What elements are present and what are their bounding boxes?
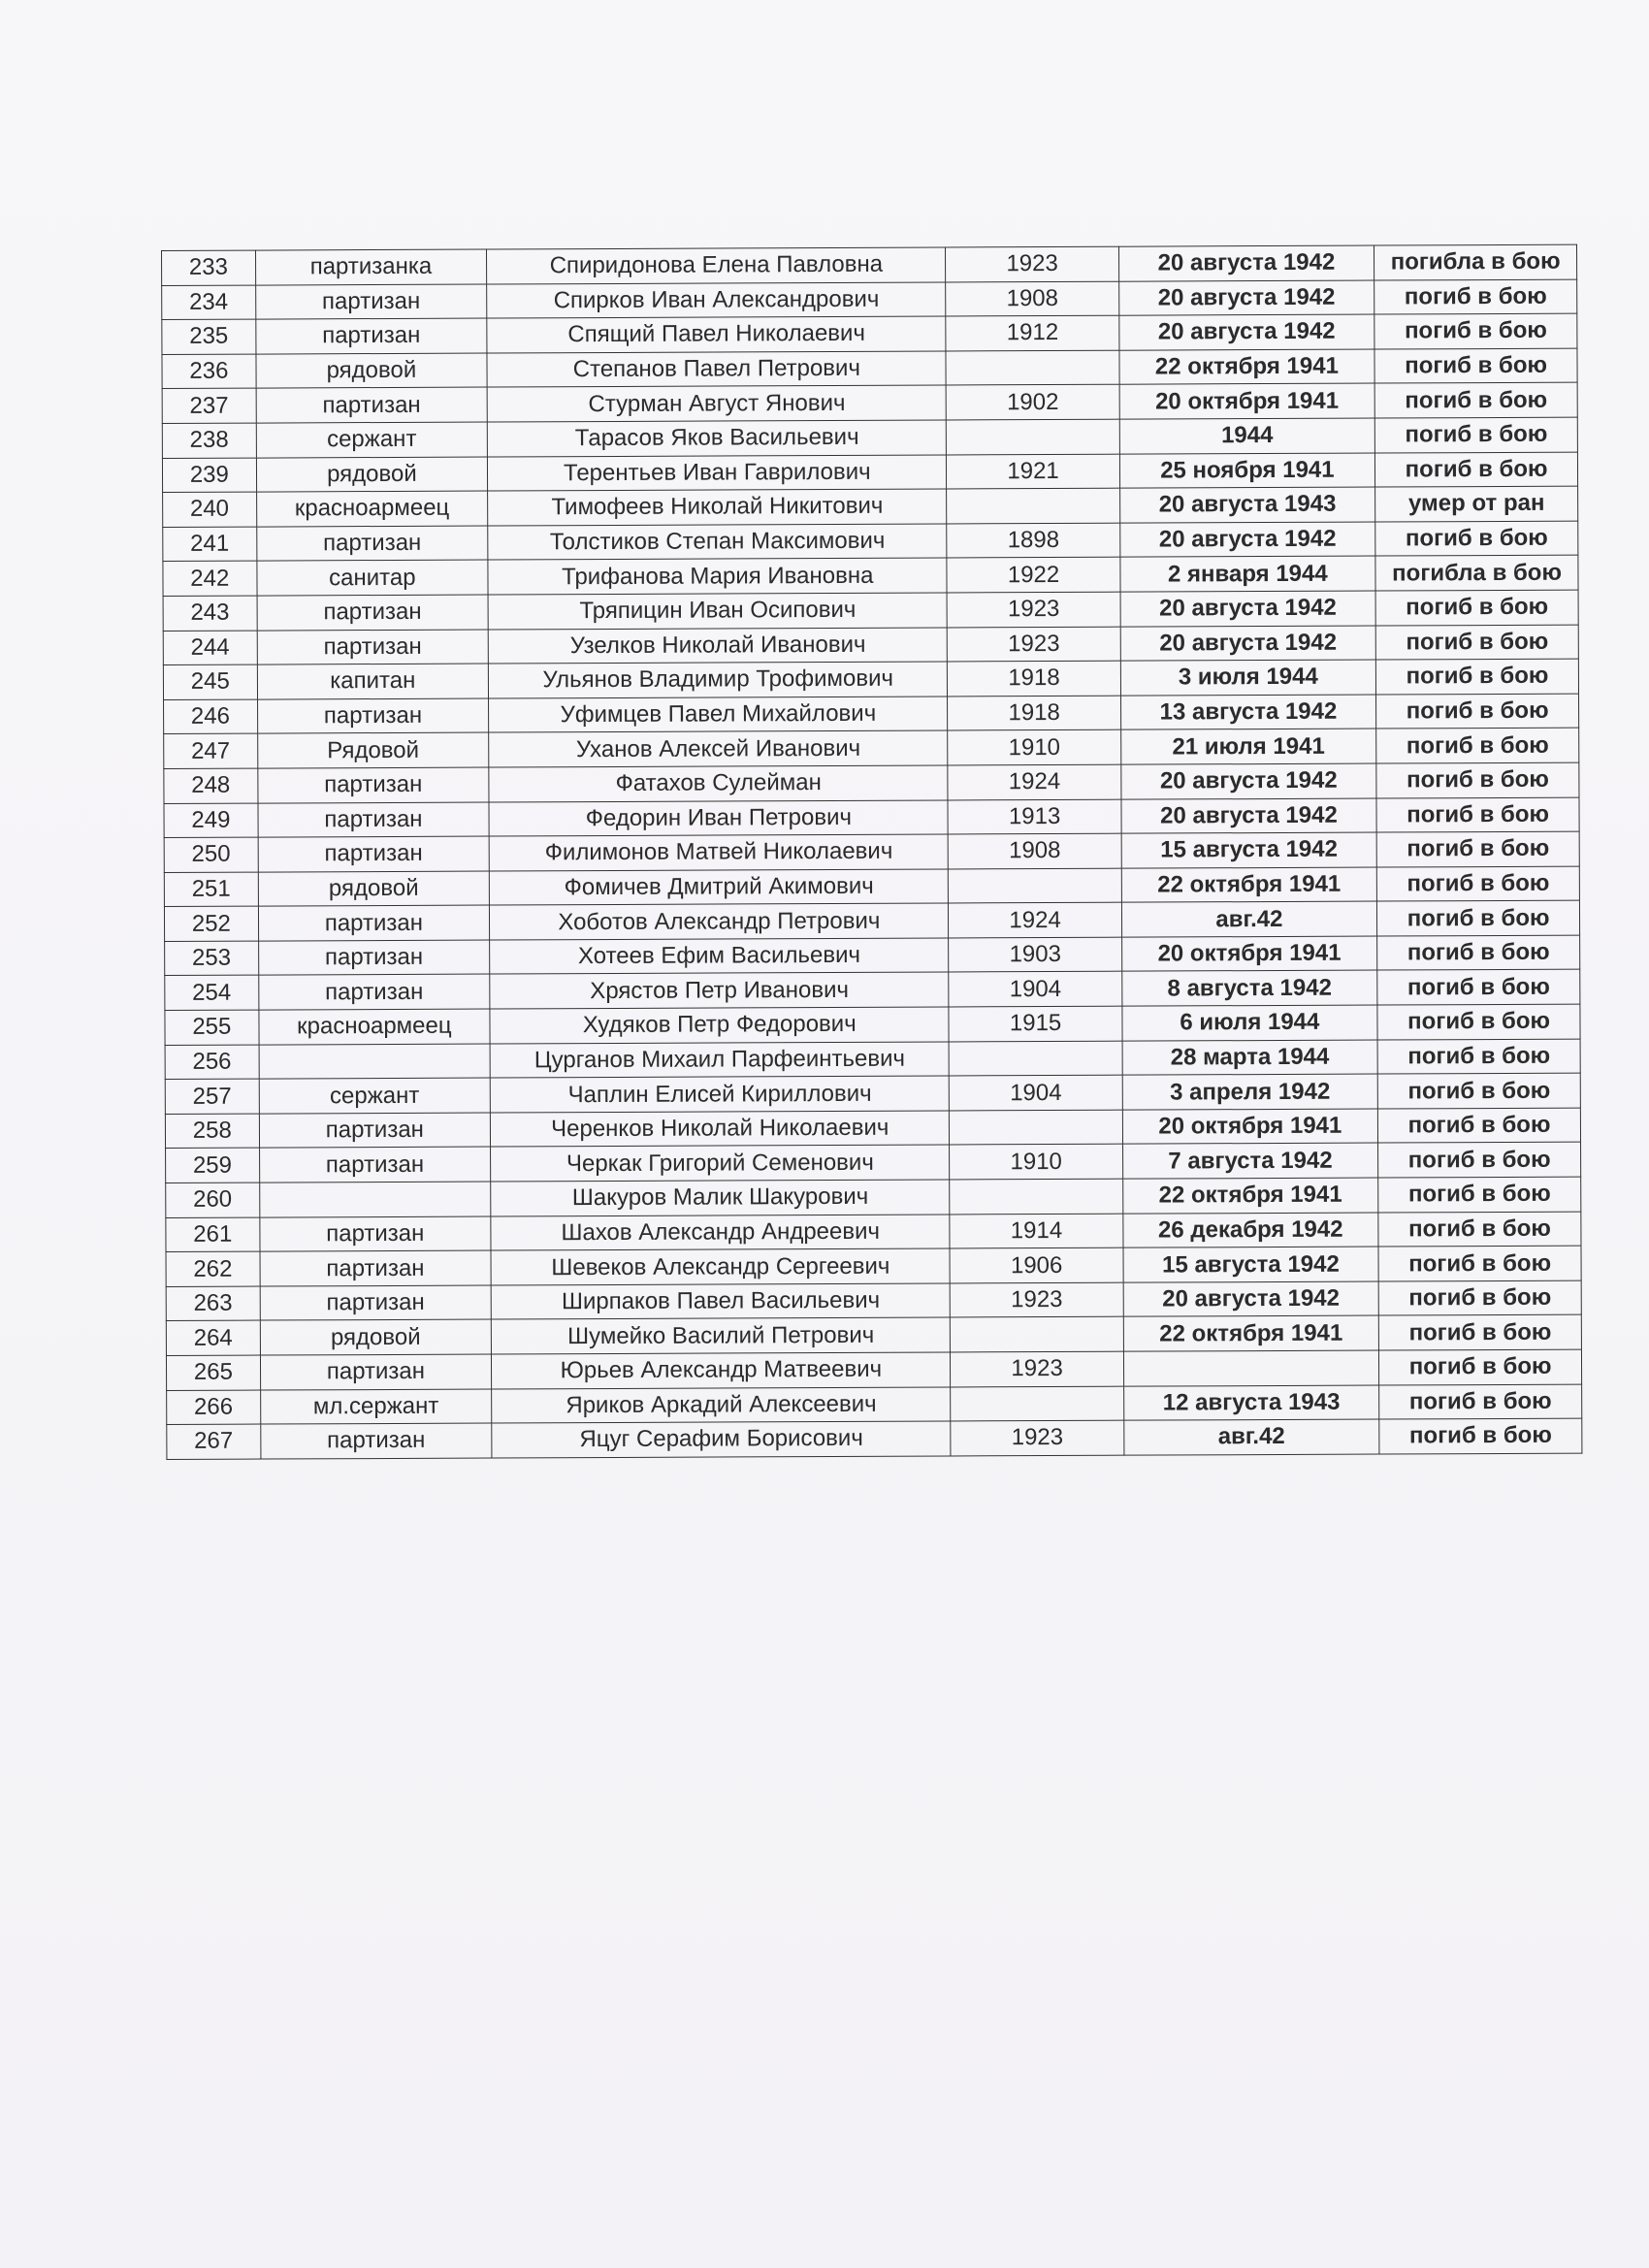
death-date-cell: 20 августа 1942 <box>1118 314 1374 350</box>
row-number: 251 <box>164 872 258 907</box>
death-date-cell: 20 августа 1942 <box>1121 798 1377 834</box>
name-cell: Спирков Иван Александрович <box>487 282 947 319</box>
birth-year-cell: 1921 <box>947 454 1119 489</box>
birth-year-cell <box>947 488 1119 523</box>
row-number: 246 <box>164 699 258 734</box>
fate-cell: погиб в бою <box>1376 797 1579 833</box>
name-cell: Шахов Александр Андреевич <box>491 1215 951 1251</box>
rank-cell: рядовой <box>258 871 490 907</box>
row-number: 253 <box>165 941 259 976</box>
fate-cell: погиб в бою <box>1379 1349 1582 1385</box>
row-number: 249 <box>164 803 258 838</box>
birth-year-cell <box>947 419 1119 454</box>
fate-cell: погиб в бою <box>1377 1039 1580 1075</box>
birth-year-cell <box>950 1179 1122 1214</box>
rank-cell: партизан <box>258 974 490 1010</box>
death-date-cell: 22 октября 1941 <box>1121 867 1377 903</box>
fate-cell: погиб в бою <box>1377 1004 1580 1040</box>
rank-cell: партизан <box>255 318 487 354</box>
row-number: 257 <box>165 1079 259 1114</box>
fate-cell: погиб в бою <box>1375 659 1578 695</box>
death-date-cell: 12 августа 1943 <box>1123 1385 1379 1421</box>
row-number: 254 <box>165 976 259 1011</box>
rank-cell: партизан <box>260 1423 492 1459</box>
birth-year-cell: 1918 <box>948 661 1120 696</box>
name-cell: Ульянов Владимир Трофимович <box>488 662 948 698</box>
birth-year-cell <box>951 1317 1123 1352</box>
fate-cell: погиб в бою <box>1379 1418 1582 1454</box>
row-number: 261 <box>166 1217 260 1252</box>
death-date-cell: авг.42 <box>1123 1419 1379 1455</box>
birth-year-cell <box>950 1110 1122 1145</box>
birth-year-cell: 1910 <box>950 1145 1122 1180</box>
rank-cell: партизан <box>257 630 489 665</box>
row-number: 245 <box>163 664 257 699</box>
name-cell: Черенков Николай Николаевич <box>490 1111 950 1148</box>
row-number: 248 <box>164 768 258 803</box>
death-date-cell: 3 июля 1944 <box>1120 660 1376 696</box>
rank-cell: партизан <box>256 526 488 562</box>
birth-year-cell <box>951 1386 1123 1421</box>
birth-year-cell: 1918 <box>948 696 1120 730</box>
row-number: 259 <box>166 1149 260 1183</box>
rank-cell: сержант <box>256 422 488 458</box>
rank-cell <box>259 1182 491 1217</box>
name-cell: Уханов Алексей Иванович <box>489 730 949 767</box>
birth-year-cell: 1910 <box>948 730 1120 765</box>
death-date-cell: 20 августа 1942 <box>1120 626 1376 662</box>
rank-cell: партизан <box>259 1216 491 1252</box>
casualty-table <box>161 244 1582 1460</box>
rank-cell: партизан <box>258 802 490 838</box>
name-cell: Тряпицин Иван Осипович <box>488 593 948 630</box>
death-date-cell: 6 июля 1944 <box>1122 1005 1378 1041</box>
fate-cell: умер от ран <box>1375 486 1578 522</box>
fate-cell: погиб в бою <box>1374 348 1577 384</box>
death-date-cell: 25 ноября 1941 <box>1119 453 1375 489</box>
name-cell: Яриков Аркадий Алексеевич <box>492 1387 952 1424</box>
death-date-cell: 8 августа 1942 <box>1121 971 1377 1007</box>
fate-cell: погиб в бою <box>1377 935 1580 971</box>
fate-cell: погиб в бою <box>1378 1108 1581 1144</box>
fate-cell: погиб в бою <box>1376 866 1579 902</box>
rank-cell: партизан <box>255 284 487 320</box>
death-date-cell: авг.42 <box>1121 901 1377 937</box>
name-cell: Хрястов Петр Иванович <box>490 972 950 1009</box>
death-date-cell: 20 октября 1941 <box>1122 1109 1378 1145</box>
rank-cell: партизан <box>259 1147 491 1183</box>
name-cell: Шумейко Василий Петрович <box>491 1317 951 1354</box>
birth-year-cell: 1924 <box>949 902 1121 937</box>
name-cell: Ширпаков Павел Васильевич <box>491 1283 951 1320</box>
death-date-cell: 2 января 1944 <box>1120 556 1376 592</box>
death-date-cell: 20 августа 1942 <box>1119 522 1375 558</box>
fate-cell: погиб в бою <box>1377 970 1580 1006</box>
fate-cell: погиб в бою <box>1377 900 1580 936</box>
row-number: 237 <box>162 388 256 423</box>
name-cell: Фатахов Сулейман <box>489 765 949 802</box>
row-number: 267 <box>167 1424 261 1459</box>
rank-cell: санитар <box>257 560 489 596</box>
death-date-cell: 15 августа 1942 <box>1123 1247 1379 1282</box>
death-date-cell: 3 апреля 1942 <box>1122 1074 1378 1110</box>
birth-year-cell: 1902 <box>947 385 1119 420</box>
row-number: 255 <box>165 1010 259 1045</box>
death-date-cell: 20 августа 1942 <box>1118 280 1374 316</box>
casualty-table-body <box>162 244 1582 1459</box>
row-number: 238 <box>162 423 256 458</box>
birth-year-cell: 1908 <box>949 833 1121 868</box>
fate-cell: погиб в бою <box>1375 452 1578 488</box>
rank-cell: сержант <box>259 1078 491 1114</box>
birth-year-cell: 1904 <box>950 1075 1122 1110</box>
rank-cell: рядовой <box>256 353 488 389</box>
birth-year-cell <box>949 868 1121 903</box>
death-date-cell: 22 октября 1941 <box>1123 1315 1379 1351</box>
death-date-cell: 20 августа 1942 <box>1123 1281 1379 1317</box>
death-date-cell: 20 августа 1942 <box>1120 591 1376 627</box>
row-number: 256 <box>165 1045 259 1080</box>
death-date-cell: 20 августа 1943 <box>1119 487 1375 523</box>
row-number: 258 <box>165 1114 259 1149</box>
fate-cell: погиб в бою <box>1375 625 1578 661</box>
birth-year-cell: 1912 <box>946 315 1118 350</box>
rank-cell: партизанка <box>255 249 487 285</box>
name-cell: Спиридонова Елена Павловна <box>487 247 947 284</box>
row-number: 242 <box>163 561 257 596</box>
name-cell: Федорин Иван Петрович <box>489 799 949 836</box>
death-date-cell: 20 августа 1942 <box>1120 763 1376 799</box>
name-cell: Толстиков Степан Максимович <box>488 524 948 561</box>
rank-cell: партизан <box>257 595 489 631</box>
name-cell: Цурганов Михаил Парфеинтьевич <box>490 1042 950 1079</box>
rank-cell: мл.сержант <box>260 1389 492 1425</box>
birth-year-cell: 1924 <box>948 764 1120 799</box>
row-number: 262 <box>166 1251 260 1286</box>
fate-cell: погиб в бою <box>1378 1212 1581 1247</box>
row-number: 239 <box>162 458 256 493</box>
name-cell: Хоботов Александр Петрович <box>490 903 950 940</box>
birth-year-cell: 1898 <box>947 523 1119 558</box>
name-cell: Шакуров Малик Шакурович <box>491 1180 951 1216</box>
birth-year-cell: 1914 <box>950 1214 1122 1248</box>
row-number: 263 <box>166 1286 260 1321</box>
name-cell: Юрьев Александр Матвеевич <box>492 1352 952 1389</box>
death-date-cell: 22 октября 1941 <box>1119 349 1375 385</box>
birth-year-cell: 1904 <box>949 972 1121 1007</box>
name-cell: Шевеков Александр Сергеевич <box>491 1248 951 1285</box>
birth-year-cell <box>946 350 1118 385</box>
rank-cell: капитан <box>257 664 489 699</box>
fate-cell: погиб в бою <box>1375 521 1578 557</box>
rank-cell: рядовой <box>260 1319 492 1355</box>
name-cell: Стурман Август Янович <box>487 385 947 422</box>
row-number: 250 <box>164 837 258 872</box>
rank-cell: партизан <box>260 1354 492 1390</box>
fate-cell: погиб в бою <box>1378 1315 1581 1351</box>
fate-cell: погибла в бою <box>1374 244 1577 280</box>
rank-cell: партизан <box>258 905 490 941</box>
rank-cell: рядовой <box>256 457 488 493</box>
rank-cell: партизан <box>258 940 490 976</box>
row-number: 244 <box>163 631 257 665</box>
row-number: 234 <box>162 285 256 320</box>
birth-year-cell: 1922 <box>947 558 1119 593</box>
birth-year-cell: 1908 <box>946 281 1118 316</box>
birth-year-cell: 1923 <box>951 1420 1123 1455</box>
rank-cell: партизан <box>259 1113 491 1149</box>
row-number: 252 <box>164 906 258 941</box>
rank-cell: красноармеец <box>256 491 488 527</box>
death-date-cell: 28 марта 1944 <box>1122 1040 1378 1076</box>
birth-year-cell: 1903 <box>949 937 1121 972</box>
rank-cell: партизан <box>256 387 488 423</box>
name-cell: Узелков Николай Иванович <box>488 627 948 664</box>
birth-year-cell: 1923 <box>948 627 1120 662</box>
death-date-cell <box>1123 1350 1379 1386</box>
fate-cell: погиб в бою <box>1375 590 1578 626</box>
rank-cell: партизан <box>258 836 490 872</box>
row-number: 266 <box>167 1390 261 1425</box>
name-cell: Яцуг Серафим Борисович <box>492 1421 952 1458</box>
fate-cell: погиб в бою <box>1376 831 1579 867</box>
name-cell: Трифанова Мария Ивановна <box>488 558 948 595</box>
fate-cell: погиб в бою <box>1374 383 1577 419</box>
rank-cell: партизан <box>260 1285 492 1321</box>
rank-cell: партизан <box>257 767 489 803</box>
fate-cell: погиб в бою <box>1376 762 1579 798</box>
fate-cell: погиб в бою <box>1374 417 1577 453</box>
death-date-cell: 26 декабря 1942 <box>1122 1213 1378 1248</box>
fate-cell: погиб в бою <box>1378 1143 1581 1179</box>
birth-year-cell: 1923 <box>951 1351 1123 1386</box>
birth-year-cell: 1923 <box>951 1282 1123 1317</box>
name-cell: Терентьев Иван Гаврилович <box>488 455 948 492</box>
fate-cell: погиб в бою <box>1376 694 1579 729</box>
rank-cell <box>259 1044 491 1080</box>
death-date-cell: 22 октября 1941 <box>1122 1178 1378 1214</box>
fate-cell: погиб в бою <box>1377 1073 1580 1109</box>
birth-year-cell <box>950 1041 1122 1076</box>
name-cell: Тарасов Яков Васильевич <box>487 420 947 457</box>
fate-cell: погибла в бою <box>1375 555 1578 591</box>
name-cell: Спящий Павел Николаевич <box>487 316 947 353</box>
death-date-cell: 7 августа 1942 <box>1122 1143 1378 1179</box>
death-date-cell: 20 октября 1941 <box>1119 383 1375 419</box>
death-date-cell: 1944 <box>1119 418 1375 454</box>
row-number: 260 <box>166 1183 260 1217</box>
rank-cell: партизан <box>257 698 489 734</box>
fate-cell: погиб в бою <box>1379 1384 1582 1420</box>
name-cell: Черкак Григорий Семенович <box>491 1145 951 1182</box>
death-date-cell: 20 октября 1941 <box>1121 936 1377 972</box>
row-number: 265 <box>166 1355 260 1390</box>
row-number: 264 <box>166 1320 260 1355</box>
fate-cell: погиб в бою <box>1378 1280 1581 1316</box>
row-number: 241 <box>163 527 257 562</box>
name-cell: Уфимцев Павел Михайлович <box>489 697 949 733</box>
death-date-cell: 20 августа 1942 <box>1118 245 1374 281</box>
name-cell: Тимофеев Николай Никитович <box>488 489 948 526</box>
name-cell: Худяков Петр Федорович <box>490 1007 950 1044</box>
row-number: 243 <box>163 596 257 631</box>
fate-cell: погиб в бою <box>1378 1246 1581 1281</box>
rank-cell: партизан <box>260 1250 492 1286</box>
fate-cell: погиб в бою <box>1374 313 1577 349</box>
row-number: 236 <box>162 354 256 389</box>
death-date-cell: 13 августа 1942 <box>1120 695 1376 730</box>
birth-year-cell: 1906 <box>950 1247 1122 1282</box>
death-date-cell: 21 июля 1941 <box>1120 729 1376 764</box>
name-cell: Филимонов Матвей Николаевич <box>489 834 949 871</box>
name-cell: Чаплин Елисей Кириллович <box>490 1076 950 1113</box>
name-cell: Хотеев Ефим Васильевич <box>490 938 950 975</box>
fate-cell: погиб в бою <box>1374 279 1577 315</box>
row-number: 240 <box>163 492 257 527</box>
fate-cell: погиб в бою <box>1378 1177 1581 1213</box>
row-number: 247 <box>164 733 258 768</box>
rank-cell: Рядовой <box>257 732 489 768</box>
row-number: 233 <box>162 250 256 285</box>
birth-year-cell: 1913 <box>948 799 1120 834</box>
name-cell: Степанов Павел Петрович <box>487 351 947 388</box>
table-row <box>167 1418 1582 1459</box>
birth-year-cell: 1915 <box>949 1006 1121 1041</box>
birth-year-cell: 1923 <box>948 592 1120 627</box>
rank-cell: красноармеец <box>259 1009 491 1045</box>
death-date-cell: 15 августа 1942 <box>1121 832 1377 868</box>
birth-year-cell: 1923 <box>946 246 1118 281</box>
row-number: 235 <box>162 319 256 354</box>
name-cell: Фомичев Дмитрий Акимович <box>489 869 949 906</box>
fate-cell: погиб в бою <box>1376 728 1579 763</box>
